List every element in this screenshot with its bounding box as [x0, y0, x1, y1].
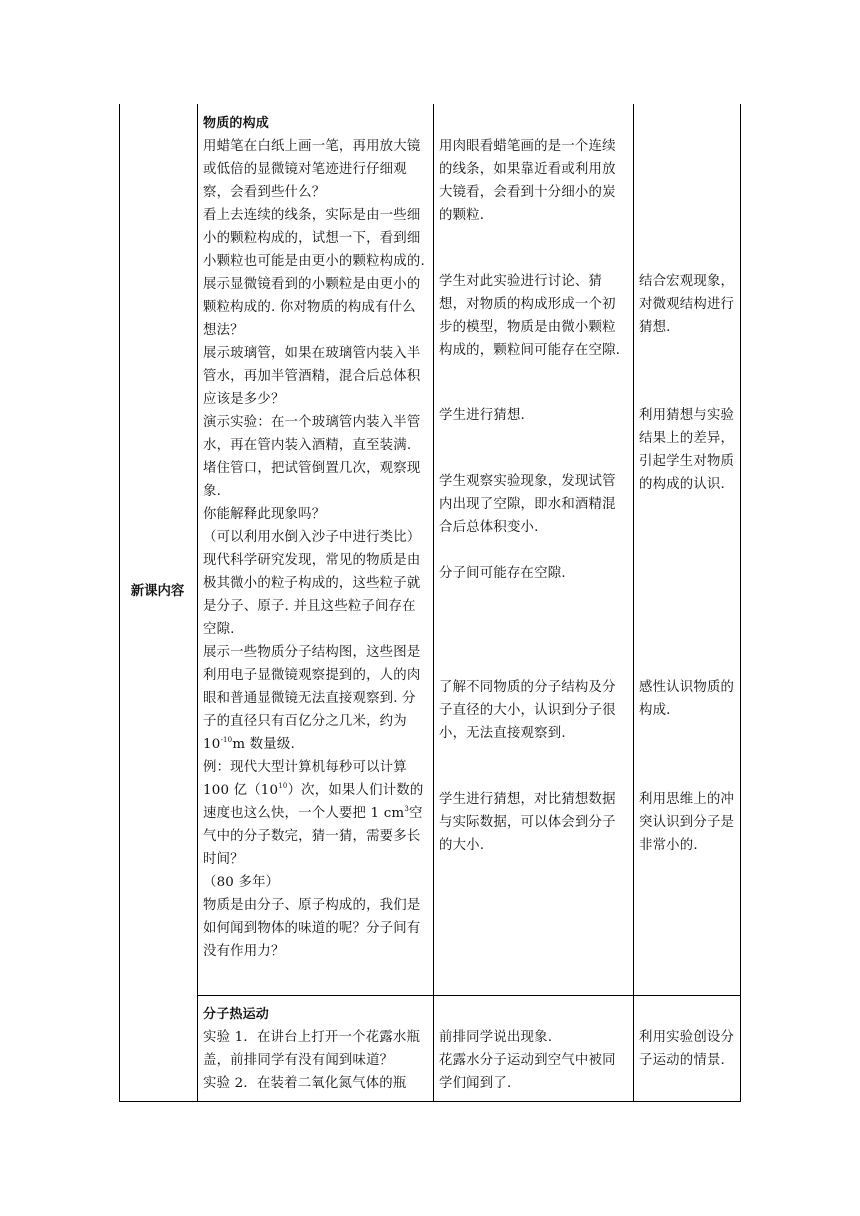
exponent: -10 — [220, 736, 233, 744]
intent-paragraph: 感性认识物质的构成. — [639, 680, 735, 718]
teacher-paragraph: 用蜡笔在白纸上画一笔，再用放大镜或低倍的显微镜对笔迹进行仔细观察，会看到些什么？ — [203, 139, 421, 200]
teacher-paragraph: 你能解释此现象吗？ — [203, 507, 326, 522]
text-segment: 展示一些物质分子结构图，这些图是利用电子显微镜观察提到的，人的肉眼和普通显微镜无法直接观察到. 分子的直径只有百亿分之几米，约为 10 — [203, 645, 421, 752]
teacher-paragraph: 实验 2．在装着二氧化氮气体的瓶 — [203, 1076, 407, 1091]
teacher-paragraph — [203, 641, 429, 756]
teacher-paragraph: （可以利用水倒入沙子中进行类比） — [203, 530, 421, 545]
student-paragraph: 花露水分子运动到空气中被同学们闻到了. — [439, 1053, 616, 1091]
teacher-paragraph: （80 多年） — [203, 875, 280, 890]
teacher-activity-cell — [203, 112, 429, 963]
table-border-left — [119, 104, 120, 1102]
student-activity-cell — [439, 1026, 629, 1095]
student-paragraph: 前排同学说出现象. — [439, 1030, 553, 1045]
student-activity-cell — [439, 135, 629, 227]
exponent: 10 — [278, 782, 288, 790]
section-title: 物质的构成 — [203, 116, 270, 131]
student-activity-cell — [439, 270, 629, 362]
intent-paragraph: 利用思维上的冲突认识到分子是非常小的. — [639, 792, 735, 853]
teacher-paragraph — [203, 756, 429, 871]
student-paragraph: 学生进行猜想. — [439, 408, 525, 423]
student-paragraph: 了解不同物质的分子结构及分子直径的大小，认识到分子很小，无法直接观察到. — [439, 680, 616, 741]
row-label: 新课内容 — [130, 584, 185, 599]
column-divider — [433, 104, 434, 1102]
student-activity-cell — [439, 676, 629, 745]
teacher-paragraph: 物质是由分子、原子构成的，我们是如何闻到物体的味道的呢？分子间有没有作用力？ — [203, 898, 421, 959]
design-intent-cell — [639, 404, 737, 496]
student-paragraph: 学生对此实验进行讨论、猜想，对物质的构成形成一个初步的模型，物质是由微小颗粒构成的，颗粒间可能存在空隙. — [439, 274, 621, 358]
intent-paragraph: 利用猜想与实验结果上的差异，引起学生对物质的构成的认识. — [639, 408, 735, 492]
teacher-paragraph: 演示实验：在一个玻璃管内装入半管水，再在管内装入酒精，直至装满. 堵住管口，把试管倒置几次，观察现象. — [203, 415, 421, 499]
table-border-right — [740, 104, 741, 1102]
lesson-table — [119, 104, 741, 1102]
text-segment: ）次，如果人们计数的速度也这么快，一个人要把 1 cm — [203, 783, 424, 821]
teacher-paragraph: 实验 1．在讲台上打开一个花露水瓶盖，前排同学有没有闻到味道？ — [203, 1030, 421, 1068]
teacher-paragraph: 现代科学研究发现，常见的物质是由极其微小的粒子构成的，这些粒子就是分子、原子. 并且这些粒子间存在空隙. — [203, 553, 421, 637]
text-segment: 空气中的分子数完，猜一猜，需要多长时间？ — [203, 806, 423, 867]
student-activity-cell — [439, 788, 629, 857]
student-activity-cell — [439, 404, 629, 427]
teacher-activity-cell — [203, 1003, 429, 1095]
section-title: 分子热运动 — [203, 1007, 270, 1022]
table-border-bottom — [119, 1101, 741, 1102]
intent-paragraph: 利用实验创设分子运动的情景. — [639, 1030, 735, 1068]
exponent: 3 — [404, 805, 409, 813]
design-intent-cell — [639, 1026, 737, 1072]
teacher-paragraph: 看上去连续的线条，实际是由一些细小的颗粒构成的，试想一下，看到细小颗粒也可能是由更小的颗粒构成的. — [203, 208, 425, 269]
teacher-paragraph: 展示显微镜看到的小颗粒是由更小的颗粒构成的. 你对物质的构成有什么想法？ — [203, 277, 421, 338]
student-activity-cell — [439, 562, 629, 585]
intent-paragraph: 结合宏观现象，对微观结构进行猜想. — [639, 274, 735, 335]
student-paragraph: 用肉眼看蜡笔画的是一个连续的线条，如果靠近看或利用放大镜看，会看到十分细小的炭的颗粒. — [439, 139, 616, 223]
design-intent-cell — [639, 788, 737, 857]
student-activity-cell — [439, 470, 629, 539]
text-segment: m 数量级. — [232, 737, 295, 752]
row-divider — [197, 995, 740, 996]
student-paragraph: 分子间可能存在空隙. — [439, 566, 566, 581]
student-paragraph: 学生观察实验现象，发现试管内出现了空隙，即水和酒精混合后总体积变小. — [439, 474, 616, 535]
text-segment: 例：现代大型计算机每秒可以计算100 亿（10 — [203, 760, 407, 798]
column-divider — [197, 104, 198, 1102]
column-divider — [633, 104, 634, 1102]
teacher-paragraph: 展示玻璃管，如果在玻璃管内装入半管水，再加半管酒精，混合后总体积应该是多少？ — [203, 346, 421, 407]
student-paragraph: 学生进行猜想，对比猜想数据与实际数据，可以体会到分子的大小. — [439, 792, 616, 853]
design-intent-cell — [639, 676, 737, 722]
design-intent-cell — [639, 270, 737, 339]
